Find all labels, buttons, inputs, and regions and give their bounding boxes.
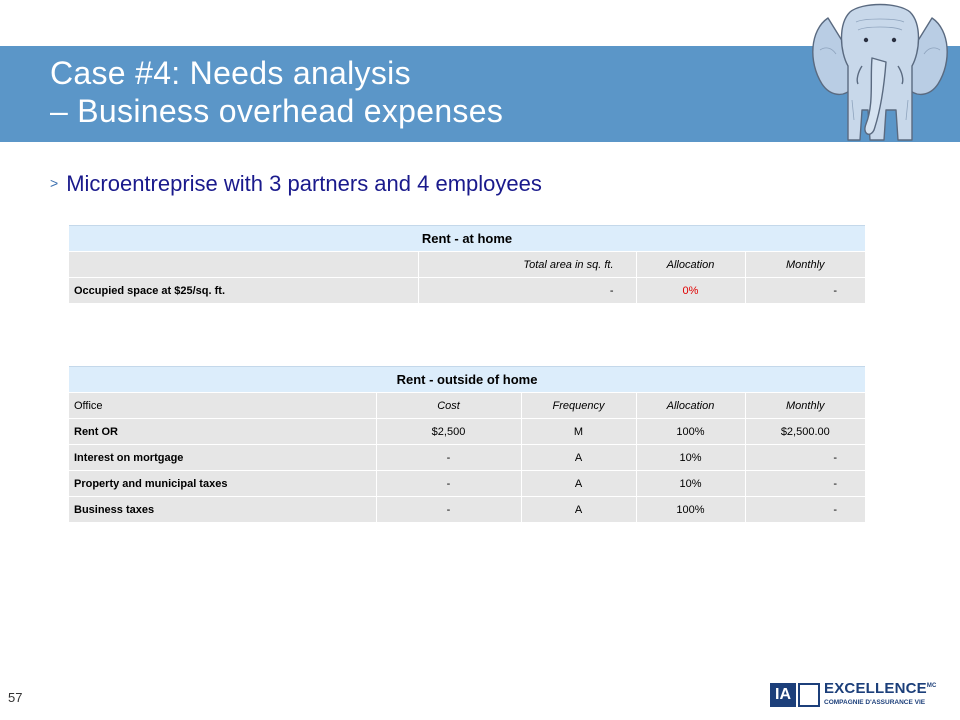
slide-title-line1: Case #4: Needs analysis [50, 55, 411, 91]
row-label: Property and municipal taxes [69, 471, 376, 497]
logo-brand [824, 680, 937, 697]
column-header-monthly: Monthly [745, 393, 865, 419]
cell-allocation: 100% [636, 497, 745, 523]
logo-subtitle: COMPAGNIE D'ASSURANCE VIE [824, 699, 926, 706]
cell-cost: - [376, 471, 521, 497]
table-row [69, 419, 865, 445]
bullet-point [50, 171, 542, 197]
cell-cost: $2,500 [376, 419, 521, 445]
column-header-monthly: Monthly [745, 252, 865, 278]
row-label: Occupied space at $25/sq. ft. [69, 278, 418, 304]
table-header-row [69, 252, 865, 278]
column-header-allocation: Allocation [636, 393, 745, 419]
column-header-office: Office [69, 393, 376, 419]
table-row [69, 278, 865, 304]
cell-monthly: - [745, 471, 865, 497]
cell-allocation: 10% [636, 471, 745, 497]
column-header-frequency: Frequency [521, 393, 636, 419]
cell-frequency: A [521, 445, 636, 471]
row-label: Rent OR [69, 419, 376, 445]
cell-cost: - [376, 445, 521, 471]
cell-area: - [418, 278, 636, 304]
column-header-total-area: Total area in sq. ft. [418, 252, 636, 278]
cell-monthly: - [745, 445, 865, 471]
row-label: Interest on mortgage [69, 445, 376, 471]
cell-monthly: - [745, 497, 865, 523]
rent-outside-home-table [69, 366, 865, 522]
slide-title [50, 54, 810, 130]
cell-allocation: 100% [636, 419, 745, 445]
bullet-text: Microentreprise with 3 partners and 4 employees [66, 171, 542, 196]
logo-brand-text: EXCELLENCE [824, 680, 927, 697]
column-header [69, 252, 418, 278]
bullet-marker: > [50, 175, 59, 191]
logo-trademark: MC [926, 683, 937, 689]
cell-frequency: M [521, 419, 636, 445]
column-header-allocation: Allocation [636, 252, 745, 278]
slide-title-line2: – Business overhead expenses [50, 93, 504, 129]
logo-ia-mark: IA [770, 683, 796, 707]
cell-frequency: A [521, 471, 636, 497]
cell-allocation: 10% [636, 445, 745, 471]
table-row [69, 497, 865, 523]
cell-cost: - [376, 497, 521, 523]
cell-monthly: - [745, 278, 865, 304]
elephant-illustration [800, 0, 960, 160]
cell-allocation: 0% [636, 278, 745, 304]
table-row [69, 471, 865, 497]
rent-at-home-table [69, 225, 865, 303]
row-label: Business taxes [69, 497, 376, 523]
cell-frequency: A [521, 497, 636, 523]
column-header-cost: Cost [376, 393, 521, 419]
cell-monthly: $2,500.00 [745, 419, 865, 445]
company-logo [768, 680, 940, 714]
rent-outside-heading: Rent - outside of home [69, 367, 865, 393]
table-row [69, 445, 865, 471]
table-header-row [69, 393, 865, 419]
page-number: 57 [8, 690, 23, 705]
logo-emblem-icon [798, 683, 820, 707]
rent-at-home-heading: Rent - at home [69, 226, 865, 252]
